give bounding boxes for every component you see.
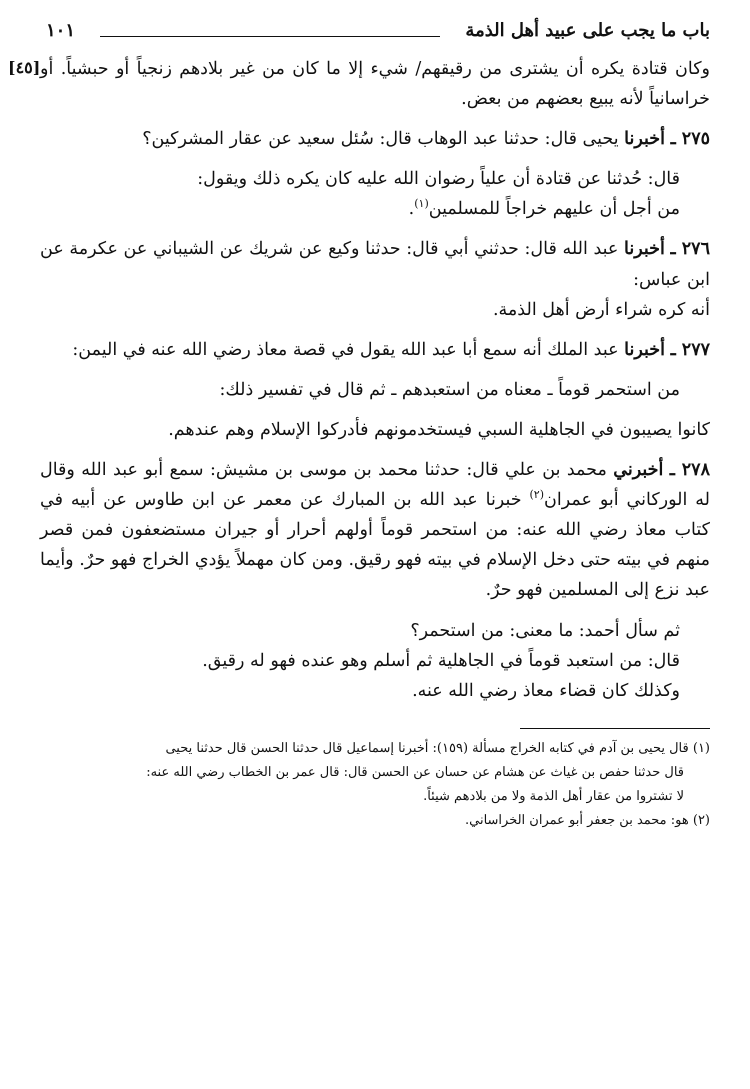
running-title: باب ما يجب على عبيد أهل الذمة bbox=[465, 20, 710, 41]
footnote-ref-2: (٢) bbox=[529, 488, 545, 502]
footnotes bbox=[40, 737, 710, 833]
quote-276: أنه كره شراء أرض أهل الذمة. bbox=[492, 299, 710, 320]
hadith-text: عبد الله قال: حدثني أبي قال: حدثنا وكيع عن شريك عن الشيباني عن عكرمة عن ابن عباس: bbox=[40, 239, 710, 290]
quote-278-c: وكذلك كان قضاء معاذ رضي الله عنه. bbox=[412, 680, 680, 701]
paragraph-text: وكان قتادة يكره أن يشترى من رقيقهم/ شيء إلا ما كان من غير بلادهم زنجياً أو حبشياً. أو خراسانياً لأنه يبيع بعضهم من بعض. bbox=[40, 59, 710, 110]
hadith-lead-word: أخبرنا bbox=[624, 339, 665, 360]
hadith-lead-word: أخبرنا bbox=[624, 129, 665, 150]
hadith-lead-word: أخبرني bbox=[613, 460, 664, 481]
hadith-text-continued: خبرنا عبد الله بن المبارك عن معمر عن ابن طاوس عن أبيه في كتاب معاذ رضي الله عنه: من استحمر قوماً أولهم أحرار أو جيران مستضعفون فمن قصر منهم في بيته حتى دخل الإسلام في بيته فهو رقيق. ومن كان مهملاً يؤدي الخراج فهو حرٌ. وأيما عبد نزع إلى المسلمين فهو حرٌ. bbox=[40, 490, 710, 601]
hadith-number: ٢٧٨ ـ bbox=[669, 460, 710, 481]
hadith-text: محمد بن علي قال: حدثنا محمد بن موسى بن مشيش: سمع أبو عبد الله وقال له الوركاني أبو عمران bbox=[40, 460, 710, 511]
footnote-1-line-2: قال حدثنا حفص بن غياث عن هشام عن حسان عن الحسن قال: قال عمر بن الخطاب رضي الله عنه: bbox=[146, 764, 684, 780]
body-text bbox=[8, 54, 710, 706]
footnote-rule bbox=[520, 728, 710, 729]
footnote-1-line-3: لا تشتروا من عقار أهل الذمة ولا من بلادهم شيئاً. bbox=[423, 788, 684, 804]
quote-end: . bbox=[408, 199, 415, 220]
hadith-275 bbox=[40, 124, 710, 154]
book-page bbox=[8, 14, 710, 1079]
paragraph-qatada bbox=[8, 54, 710, 114]
hadith-text: يحيى قال: حدثنا عبد الوهاب قال: سُئل سعيد عن عقار المشركين؟ bbox=[142, 129, 619, 150]
page-number: ١٠١ bbox=[46, 20, 76, 41]
hadith-277 bbox=[40, 335, 710, 365]
hadith-278 bbox=[40, 455, 710, 605]
hadith-lead-word: أخبرنا bbox=[624, 239, 665, 260]
footnote-ref-1: (١) bbox=[414, 197, 429, 211]
quote-278-a: ثم سأل أحمد: ما معنى: من استحمر؟ bbox=[410, 620, 680, 641]
quote-277-b: كانوا يصيبون في الجاهلية السبي فيستخدمونهم فأدركوا الإسلام وهم عندهم. bbox=[168, 419, 710, 440]
hadith-number: ٢٧٧ ـ bbox=[670, 339, 710, 360]
folio-marker: [٤٥] bbox=[8, 58, 41, 77]
quote-275-b bbox=[40, 194, 710, 224]
quote-278-b: قال: من استعبد قوماً في الجاهلية ثم أسلم وهو عنده فهو له رقيق. bbox=[202, 650, 680, 671]
footnote-1-line-1: (١) قال يحيى بن آدم في كتابه الخراج مسألة (١٥٩): أخبرنا إسماعيل قال حدثنا الحسن قال حدثنا يحيى bbox=[165, 740, 710, 756]
hadith-276 bbox=[40, 234, 710, 294]
footnote-2: (٢) هو: محمد بن جعفر أبو عمران الخراساني. bbox=[464, 812, 710, 828]
hadith-number: ٢٧٦ ـ bbox=[670, 239, 710, 260]
hadith-text: عبد الملك أنه سمع أبا عبد الله يقول في قصة معاذ رضي الله عنه في اليمن: bbox=[72, 339, 619, 360]
quote-277-a: من استحمر قوماً ـ معناه من استعبدهم ـ ثم قال في تفسير ذلك: bbox=[219, 379, 680, 400]
quote-275-a: قال: حُدثنا عن قتادة أن علياً رضوان الله عليه كان يكره ذلك ويقول: bbox=[197, 169, 680, 190]
hadith-number: ٢٧٥ ـ bbox=[670, 129, 710, 150]
header-rule bbox=[100, 36, 440, 37]
quote-text: من أجل أن عليهم خراجاً للمسلمين bbox=[428, 199, 680, 220]
page-header bbox=[40, 14, 710, 54]
